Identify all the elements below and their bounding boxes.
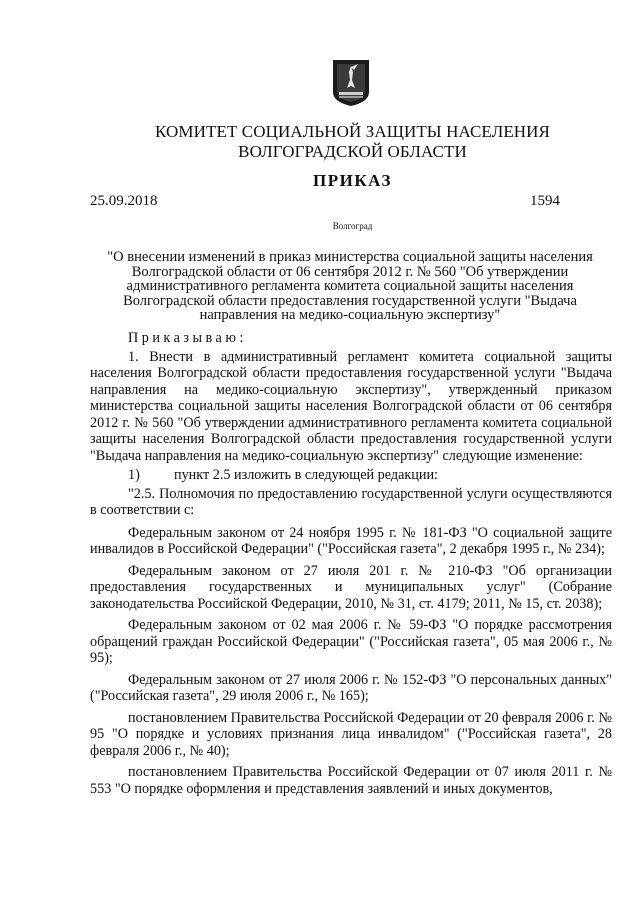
order-directive-word: Приказываю: [128,330,247,346]
list-item-1 [90,467,612,484]
organization-name-line1: КОМИТЕТ СОЦИАЛЬНОЙ ЗАЩИТЫ НАСЕЛЕНИЯ [155,122,550,141]
order-body [90,330,612,802]
law-reference-152fz: Федеральным законом от 27 июля 2006 г. № 152-ФЗ "О персональных данных" ("Российская газета", 29 июля 2006 г., № 165); [90,671,612,704]
heading-line: Волгоградской области предоставления государственной услуги "Выдача [123,292,577,309]
order-number: 1594 [530,193,560,209]
law-reference-210fz: Федеральным законом от 27 июля 201 г. № 210-ФЗ "Об организации предоставления государственных и муниципальных услуг" (Собрание законодательства Российской Федерации, 2010, № 31, ст. 4179; 2011, № 15, ст. 2038); [90,562,612,612]
heading-line: административного регламента комитета социальной защиты населения [126,278,574,294]
law-reference-181fz: Федеральным законом от 24 ноября 1995 г. № 181-ФЗ "О социальной защите инвалидов в Российской Федерации" ("Российская газета", 2 декабря 1995 г., № 234); [90,524,612,557]
document-type-title: ПРИКАЗ [313,171,392,190]
paragraph-1: 1. Внести в административный регламент комитета социальной защиты населения Волгоградской области предоставления государственной услуги "Выдача направления на медико-социальную экспертизу", утвержденный приказом министерства социальной защиты населения Волгоградской области от 06 сентября 2012 г. № 560 "Об утверждении административного регламента комитета социальной защиты населения Волгоградской области предоставления государственной услуги "Выдача направления на медико-социальную экспертизу" следующие изменение: [90,348,612,464]
paragraph-2-5: "2.5. Полномочия по предоставлению государственной услуги осуществляются в соответствии с: [90,485,612,518]
coat-of-arms-emblem [331,58,371,108]
decree-reference-553: постановлением Правительства Российской Федерации от 07 июля 2011 г. № 553 "О порядке оформления и представления заявлений и иных документов, [90,764,612,797]
list-item-number: 1) [128,467,140,483]
list-item-text: пункт 2.5 изложить в следующей редакции: [174,467,438,483]
heading-line: Волгоградской области от 06 сентября 2012 г. № 560 "Об утверждении [131,263,569,280]
order-heading [90,250,610,323]
heading-line: направления на медико-социальную экспертизу" [199,307,501,323]
organization-name-line2: ВОЛГОГРАДСКОЙ ОБЛАСТИ [238,142,467,161]
law-reference-59fz: Федеральным законом от 02 мая 2006 г. № 59-ФЗ "О порядке рассмотрения обращений граждан Российской Федерации" ("Российская газета", 05 мая 2006 г., № 95); [90,617,612,666]
decree-reference-95: постановлением Правительства Российской Федерации от 20 февраля 2006 г. № 95 "О порядке и условиях признания лица инвалидом" ("Российская газета", 28 февраля 2006 г., № 40); [90,709,612,759]
order-date: 25.09.2018 [90,193,158,209]
heading-line: "О внесении изменений в приказ министерства социальной защиты населения [107,249,593,265]
city-name: Волгоград [332,221,373,231]
